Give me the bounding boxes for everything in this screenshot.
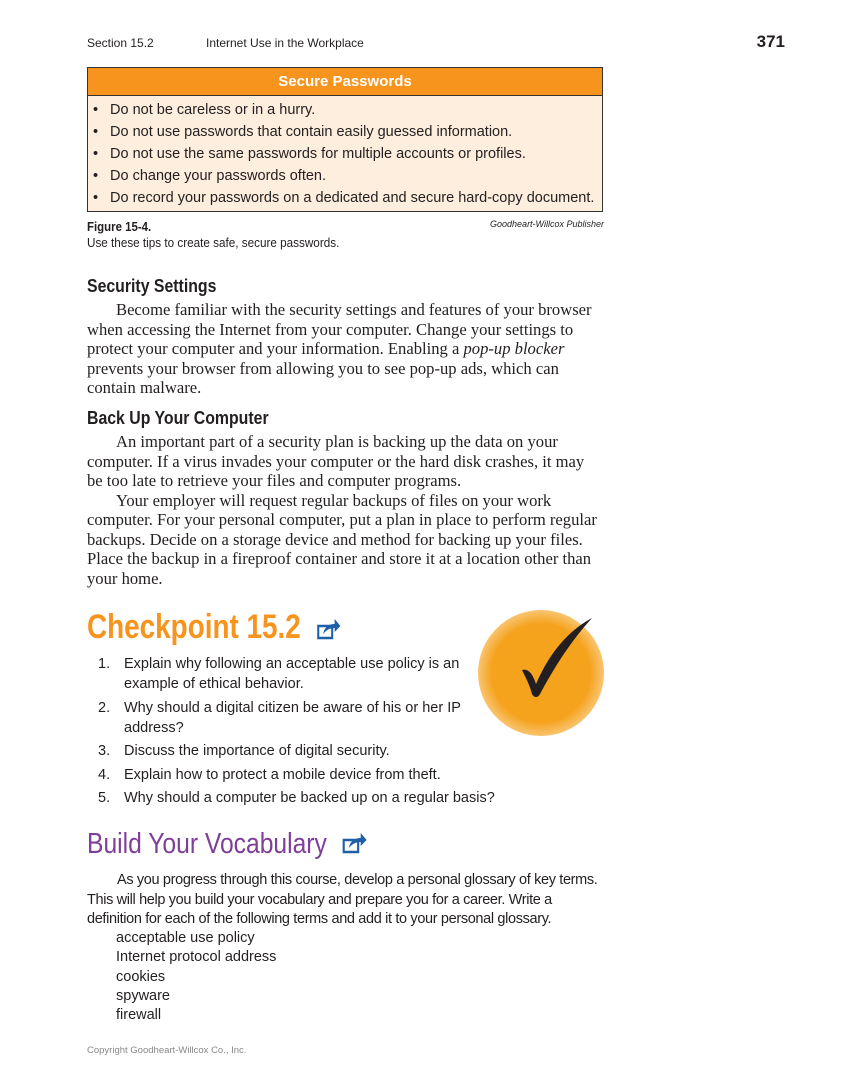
question-number: 3.: [98, 743, 111, 759]
chapter-title: Internet Use in the Workplace: [206, 36, 364, 50]
checkpoint-title: [87, 608, 341, 649]
question-text: Why should a computer be backed up on a regular basis?: [124, 790, 495, 806]
figure-caption: Use these tips to create safe, secure passwords.: [87, 235, 340, 250]
list-item: • Do record your passwords on a dedicated and secure hard-copy document.: [88, 187, 602, 209]
vocabulary-term: cookies: [116, 968, 166, 985]
body-paragraph: An important part of a security plan is backing up the data on your computer. If a virus invades your computer or the hard disk crashes, it may be too late to retrieve your files and computer programs.: [87, 432, 585, 490]
body-paragraph: Your employer will request regular backups of files on your work computer. For your personal computer, put a plan in place to perform regular backups. Decide on a storage device and method for backing up your files. Place the backup in a fireproof container and store it at a location other than your home.: [87, 490, 597, 588]
question-number: 2.: [98, 699, 111, 716]
body-paragraph: [87, 300, 601, 398]
vocabulary-terms: [116, 929, 276, 1025]
question-number: 5.: [98, 790, 111, 806]
figure-credit: Goodheart-Willcox Publisher: [490, 219, 604, 229]
question-item: [87, 741, 584, 761]
share-arrow-icon[interactable]: [342, 829, 368, 862]
secure-passwords-box: [87, 67, 603, 212]
list-item: • Do change your passwords often.: [88, 165, 602, 187]
copyright: Copyright Goodheart-Willcox Co., Inc.: [87, 1045, 247, 1056]
box-title: Secure Passwords: [88, 68, 602, 96]
backup-section: [87, 408, 601, 588]
key-term: pop-up blocker: [463, 339, 565, 358]
section-heading: Security Settings: [87, 276, 217, 296]
share-arrow-icon[interactable]: [317, 610, 342, 649]
vocabulary-title-text: Build Your Vocabulary: [87, 828, 327, 860]
text: prevents your browser from allowing you to see pop-up ads, which can contain malware.: [87, 358, 559, 397]
question-item: [87, 698, 484, 738]
question-item: [87, 765, 584, 785]
section-heading: Back Up Your Computer: [87, 408, 269, 428]
list-item: • Do not use the same passwords for multiple accounts or profiles.: [88, 143, 602, 165]
list-item: • Do not use passwords that contain easily guessed information.: [88, 121, 602, 143]
vocabulary-term: acceptable use policy: [116, 930, 255, 946]
question-number: 4.: [98, 766, 111, 783]
question-number: 1.: [98, 656, 111, 672]
text: Become familiar with the security settings and features of your browser when accessing the Internet from your computer. Change your settings to protect your computer and your information. Enabling a: [87, 300, 592, 358]
section-label: Section 15.2: [87, 36, 154, 50]
question-item: [87, 654, 484, 694]
question-text: Explain how to protect a mobile device from theft.: [124, 766, 441, 783]
vocabulary-term: firewall: [116, 1007, 162, 1024]
vocabulary-title: [87, 828, 368, 862]
tips-list: [88, 96, 602, 211]
page-number: 371: [756, 32, 785, 51]
vocabulary-term: spyware: [116, 987, 170, 1004]
vocabulary-intro: As you progress through this course, develop a personal glossary of key terms. This will help you build your vocabulary and prepare you for a career. Write a definition for each of the following terms and add it to your personal glossary.: [87, 872, 598, 927]
security-settings-section: [87, 276, 601, 398]
list-item: • Do not be careless or in a hurry.: [88, 99, 602, 121]
figure-caption-block: [87, 219, 604, 250]
question-text: Explain why following an acceptable use policy is an example of ethical behavior.: [124, 656, 460, 692]
question-item: [87, 788, 624, 808]
figure-label: Figure 15-4.: [87, 219, 152, 234]
checkpoint-title-text: Checkpoint 15.2: [87, 608, 301, 646]
question-text: Discuss the importance of digital security.: [124, 743, 390, 759]
question-text: Why should a digital citizen be aware of his or her IP address?: [124, 699, 461, 736]
vocabulary-term: Internet protocol address: [116, 949, 277, 966]
checkpoint-questions: [87, 654, 624, 812]
